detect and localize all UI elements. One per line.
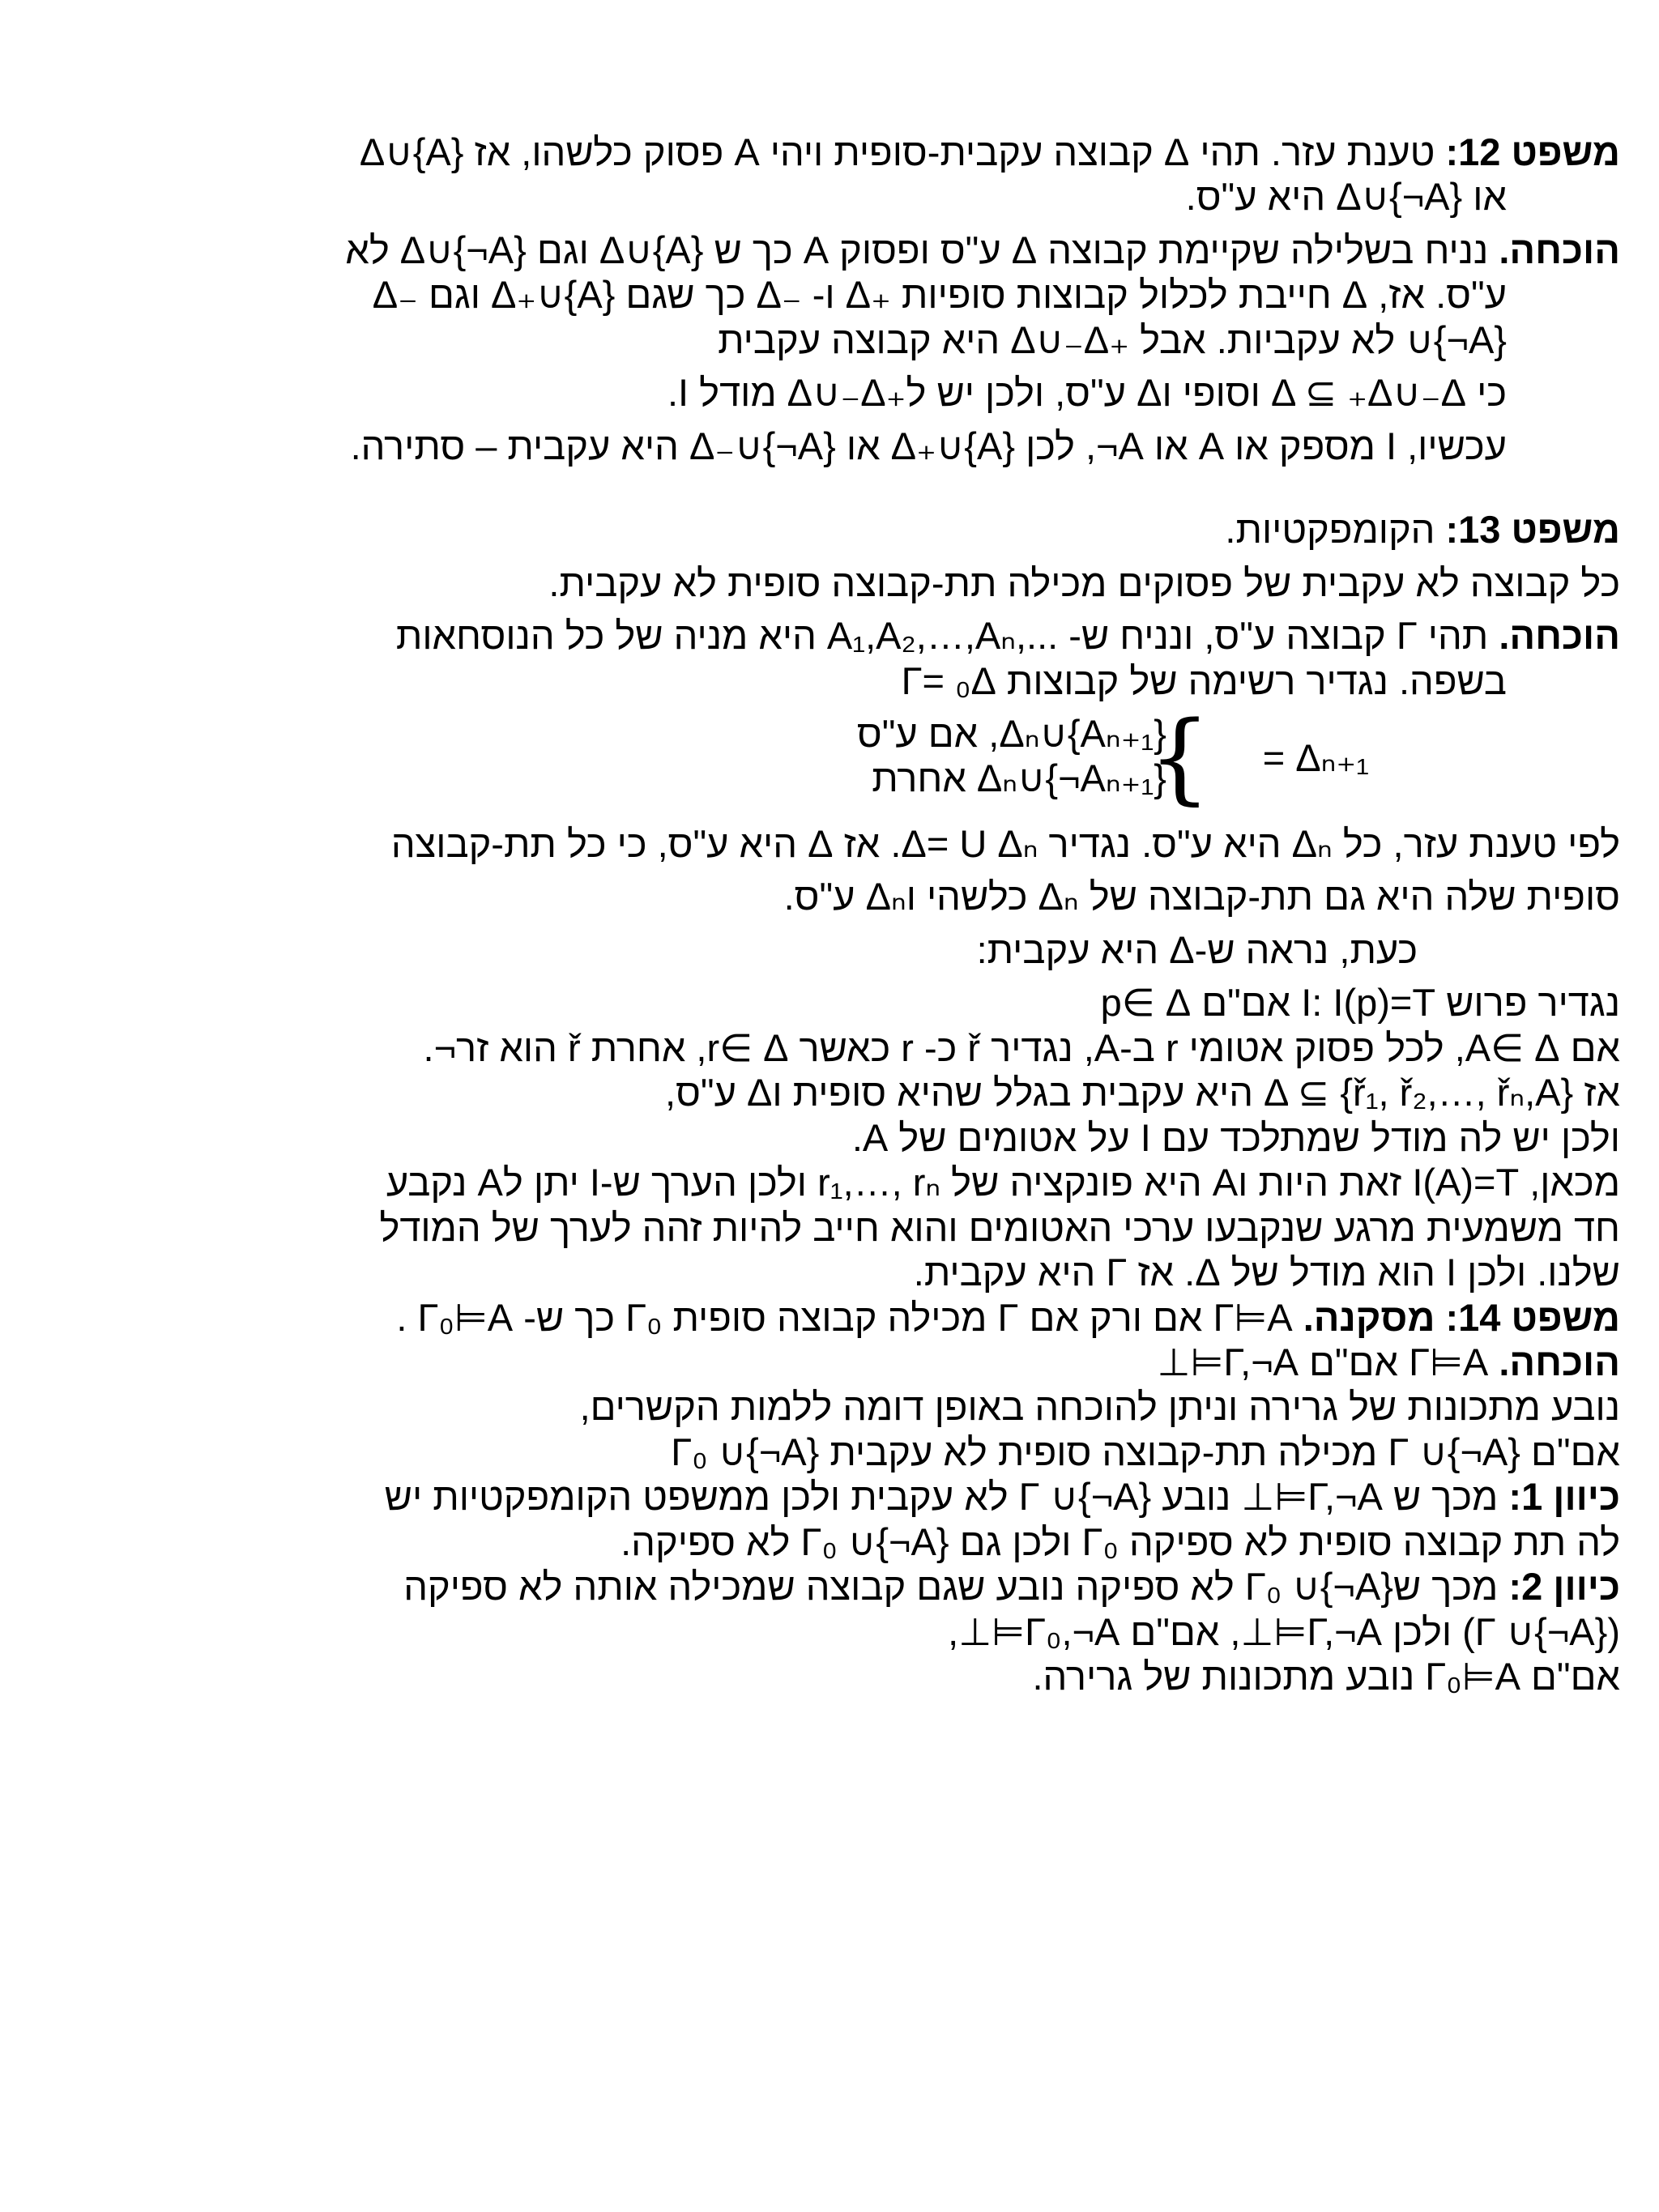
theorem-12-heading [32, 130, 1620, 174]
text-line: אם"ם {A¬}∪ Γ מכילה תת-קבוצה סופית לא עקבית {A¬}∪ Γ₀ [671, 1430, 1620, 1473]
direction-1 [32, 1474, 1620, 1519]
theorem-13-heading [32, 507, 1620, 552]
text-line: כי Δ ⊆ ₊Δ∪₋Δ וסופי וΔ ע"ס, ולכן יש ל₊Δ∪₋Δ מודל I. [667, 371, 1507, 415]
definition-cases [857, 711, 1166, 801]
text-line: לפי טענת עזר, כל Δₙ היא ע"ס. נגדיר Δ= U Δₙ. אז Δ היא ע"ס, כי כל תת-קבוצה [390, 821, 1620, 865]
definition-lhs: Δₙ₊₁ = [1262, 735, 1369, 779]
proof-label: הוכחה. [1499, 1340, 1620, 1383]
text-line: מכך ש{A¬}∪ Γ₀ לא ספיקה נובע שגם קבוצה שמכילה אותה לא ספיקה [403, 1565, 1509, 1609]
text-line: כל קבוצה לא עקבית של פסוקים מכילה תת-קבוצה סופית לא עקבית. [548, 560, 1620, 604]
direction-label: כיוון 2: [1508, 1565, 1620, 1609]
text-line: ({A¬}∪ Γ) ולכן Γ,¬A⊨⊥, אם"ם Γ₀,¬A⊨⊥, [948, 1609, 1620, 1653]
theorem-14-heading [32, 1295, 1620, 1340]
text-line: Γ⊨A אם"ם Γ,¬A⊨⊥ [1157, 1340, 1499, 1383]
text-line: נובע מתכונות של גרירה וניתן להוכחה באופן דומה ללמות הקשרים, [579, 1385, 1620, 1429]
text-line: אם"ם Γ₀⊨A נובע מתכונות של גרירה. [1032, 1655, 1620, 1698]
document-page [32, 130, 1620, 1699]
text-line: אז Δ ⊆ {ř₁, ř₂,…, řₙ,A} היא עקבית בגלל שהיא סופית וΔ ע"ס, [665, 1071, 1620, 1115]
text-line: או {A¬}∪Δ היא ע"ס. [1185, 175, 1507, 219]
text-line: שלנו. ולכן I הוא מודל של Δ. אז Γ היא עקבית. [913, 1251, 1620, 1294]
text-line: מכך ש Γ,¬A⊨⊥ נובע {A¬}∪ Γ לא עקבית ולכן ממשפט הקומפקטיות יש [384, 1475, 1509, 1519]
recursive-definition [32, 699, 1620, 815]
direction-2 [32, 1564, 1620, 1609]
proof-label: הוכחה. [1499, 614, 1620, 658]
text-line: Γ⊨A אם ורק אם Γ מכילה קבוצה סופית Γ₀ כך ש- Γ₀⊨A . [396, 1295, 1303, 1339]
direction-label: כיוון 1: [1508, 1475, 1620, 1519]
text-line: {A¬}∪ לא עקביות. אבל ₊Δ∪₋Δ היא קבוצה עקבית [718, 318, 1507, 361]
text-line: חד משמעית מרגע שנקבעו ערכי האטומים והוא חייב להיות זהה לערך של המודל [379, 1205, 1620, 1249]
case-line: Δₙ∪{Aₙ₊₁}, אם ע"ס [856, 711, 1166, 755]
text-line: ע"ס. אז, Δ חייבת לכלול קבוצות סופיות ₊Δ ו- ₋Δ כך שגם {A}∪₊Δ וגם ₋Δ [372, 273, 1507, 317]
case-line: Δₙ∪{¬Aₙ₊₁} אחרת [872, 757, 1166, 800]
text-line: כעת, נראה ש-Δ היא עקבית: [976, 927, 1418, 971]
text-line: סופית שלה היא גם תת-קבוצה של Δₙ כלשהי וΔₙ ע"ס. [783, 875, 1620, 918]
text-line: הקומפקטיות. [1225, 508, 1446, 552]
text-line: עכשיו, I מספק או A או A¬, לכן {A}∪₊Δ או {A¬}∪₋Δ היא עקבית – סתירה. [350, 424, 1507, 467]
text-line: נניח בשלילה שקיימת קבוצה Δ ע"ס ופסוק A כך ש {A}∪Δ וגם {A¬}∪Δ לא [345, 228, 1499, 271]
text-line: נגדיר פרוש I: I(p)=T אם"ם p∈ Δ [1100, 981, 1620, 1025]
theorem-label: משפט 13: [1445, 508, 1620, 552]
proof-13-start [32, 613, 1620, 658]
brace-symbol: } [1148, 699, 1211, 815]
text-line: מכאן, I(A)=T זאת היות וA היא פונקציה של r₁,…, rₙ ולכן הערך ש-I יתן לA נקבע [386, 1161, 1620, 1204]
theorem-label: משפט 12: [1445, 130, 1620, 173]
text-line: לה תת קבוצה סופית לא ספיקה Γ₀ ולכן גם {A¬}∪ Γ₀ לא ספיקה. [621, 1519, 1620, 1563]
theorem-label: משפט 14: מסקנה. [1303, 1295, 1620, 1339]
proof-14-start [32, 1340, 1620, 1384]
text-line: אם A∈ Δ, לכל פסוק אטומי r ב-A, נגדיר ř כ- r כאשר r∈ Δ, אחרת ř הוא זר¬. [423, 1025, 1620, 1069]
proof-label: הוכחה. [1499, 228, 1620, 271]
proof-12-start [32, 228, 1620, 272]
text-line: בשפה. נגדיר רשימה של קבוצות Γ= ₀Δ [901, 658, 1507, 702]
text-line: ולכן יש לה מודל שמתלכד עם I על אטומים של A. [851, 1115, 1620, 1159]
text-line: טענת עזר. תהי Δ קבוצה עקבית-סופית ויהי A פסוק כלשהו, אז {A}∪Δ [359, 130, 1446, 173]
text-line: תהי Γ קבוצה ע"ס, ונניח ש- ...,A₁,A₂,…,Aₙ היא מניה של כל הנוסחאות [395, 614, 1499, 658]
